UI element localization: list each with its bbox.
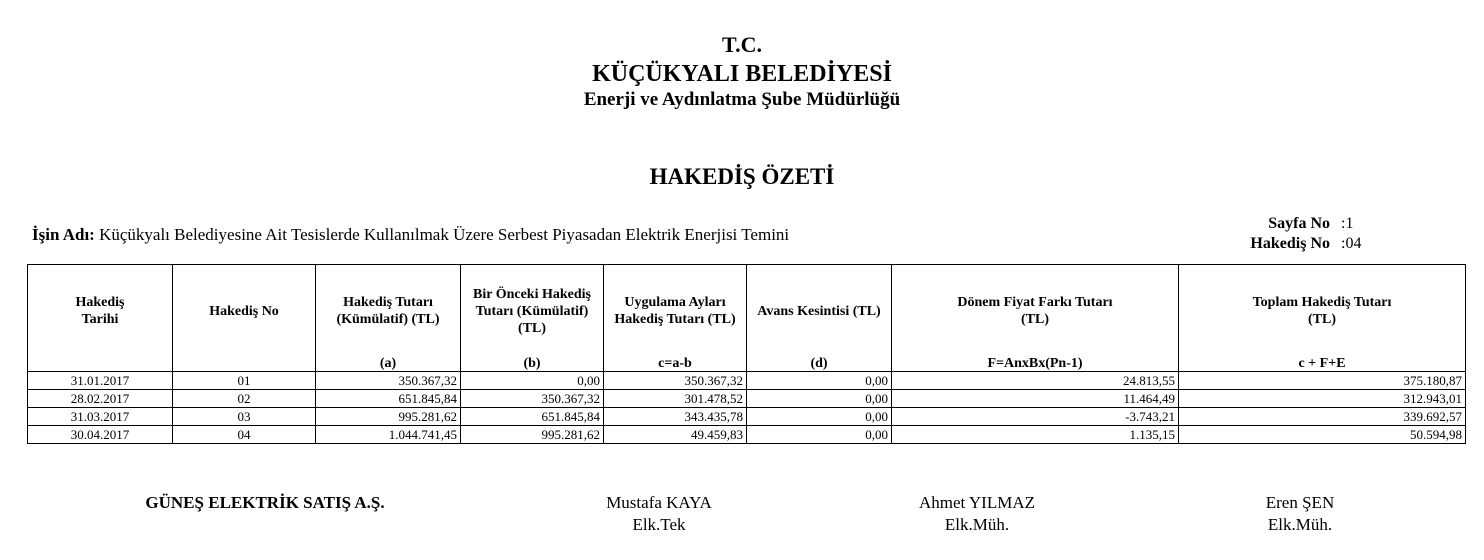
signature-engineer-1-title: Elk.Müh. — [944, 515, 1010, 534]
table-row — [28, 408, 1466, 426]
job-name-value: Küçükyalı Belediyesine Ait Tesislerde Kullanılmak Üzere Serbest Piyasadan Elektrik Enerjisi Temini — [99, 225, 790, 244]
col-header-cumulative-sub: (a) — [379, 356, 397, 371]
cell-period: 343.435,78 — [604, 408, 747, 426]
table-row — [28, 426, 1466, 444]
signature-engineer-2-title: Elk.Müh. — [1267, 515, 1333, 534]
table-row — [28, 372, 1466, 390]
cell-previous: 651.845,84 — [461, 408, 604, 426]
cell-advance: 0,00 — [747, 372, 892, 390]
cell-advance: 0,00 — [747, 426, 892, 444]
col-header-cumulative — [316, 265, 461, 372]
cell-total: 50.594,98 — [1179, 426, 1466, 444]
signature-technician-name: Mustafa KAYA — [606, 493, 712, 512]
cell-date: 28.02.2017 — [28, 390, 173, 408]
cell-cumulative: 350.367,32 — [316, 372, 461, 390]
cell-period: 49.459,83 — [604, 426, 747, 444]
col-header-cumulative-label: Hakediş Tutarı (Kümülatif) (TL) — [336, 295, 440, 327]
cell-previous: 995.281,62 — [461, 426, 604, 444]
col-header-previous — [461, 265, 604, 372]
cell-period: 350.367,32 — [604, 372, 747, 390]
cell-advance: 0,00 — [747, 408, 892, 426]
cell-total: 339.692,57 — [1179, 408, 1466, 426]
job-name — [32, 225, 789, 245]
signature-company-name: GÜNEŞ ELEKTRİK SATIŞ A.Ş. — [145, 493, 385, 512]
col-header-previous-label: Bir Önceki Hakediş Tutarı (Kümülatif) (TL) — [473, 286, 591, 336]
cell-total: 312.943,01 — [1179, 390, 1466, 408]
col-header-price-diff — [892, 265, 1179, 372]
cell-cumulative: 651.845,84 — [316, 390, 461, 408]
signature-technician-title: Elk.Tek — [632, 515, 686, 534]
signature-engineer-2 — [1175, 492, 1425, 536]
signature-engineer-2-name: Eren ŞEN — [1265, 493, 1335, 512]
col-header-date-label: Hakediş Tarihi — [75, 295, 125, 327]
signature-engineer-1 — [852, 492, 1102, 536]
col-header-no — [173, 265, 316, 372]
cell-no: 01 — [173, 372, 316, 390]
cell-cumulative: 995.281,62 — [316, 408, 461, 426]
meta-labels — [1180, 214, 1330, 254]
cell-date: 31.01.2017 — [28, 372, 173, 390]
cell-previous: 0,00 — [461, 372, 604, 390]
signature-engineer-1-name: Ahmet YILMAZ — [919, 493, 1035, 512]
table-header-row — [28, 265, 1466, 372]
cell-period: 301.478,52 — [604, 390, 747, 408]
cell-date: 31.03.2017 — [28, 408, 173, 426]
cell-previous: 350.367,32 — [461, 390, 604, 408]
cell-cumulative: 1.044.741,45 — [316, 426, 461, 444]
header-municipality: KÜÇÜKYALI BELEDİYESİ — [592, 61, 892, 87]
cell-advance: 0,00 — [747, 390, 892, 408]
col-header-price-diff-sub: F=AnxBx(Pn-1) — [987, 356, 1083, 371]
hakedis-summary-table — [27, 264, 1466, 444]
header-line-tc: T.C. — [722, 32, 762, 57]
col-header-period — [604, 265, 747, 372]
hakedis-no-label: Hakediş No — [1250, 235, 1330, 252]
cell-no: 03 — [173, 408, 316, 426]
col-header-advance-label: Avans Kesintisi (TL) — [757, 303, 881, 319]
col-header-total-sub: c + F+E — [1298, 356, 1346, 371]
page-no-label: Sayfa No — [1268, 215, 1330, 232]
col-header-previous-sub: (b) — [523, 356, 541, 371]
cell-price-diff: 1.135,15 — [892, 426, 1179, 444]
cell-no: 02 — [173, 390, 316, 408]
cell-price-diff: 11.464,49 — [892, 390, 1179, 408]
cell-no: 04 — [173, 426, 316, 444]
col-header-no-label: Hakediş No — [209, 303, 279, 319]
col-header-advance-sub: (d) — [810, 356, 828, 371]
col-header-date — [28, 265, 173, 372]
meta-values — [1341, 214, 1361, 254]
col-header-price-diff-label: Dönem Fiyat Farkı Tutarı (TL) — [957, 295, 1113, 327]
col-header-advance — [747, 265, 892, 372]
cell-price-diff: -3.743,21 — [892, 408, 1179, 426]
table-row — [28, 390, 1466, 408]
document-title: HAKEDİŞ ÖZETİ — [649, 164, 835, 189]
job-name-label: İşin Adı: — [32, 225, 95, 244]
cell-date: 30.04.2017 — [28, 426, 173, 444]
cell-total: 375.180,87 — [1179, 372, 1466, 390]
signature-technician — [534, 492, 784, 536]
col-header-total — [1179, 265, 1466, 372]
cell-price-diff: 24.813,55 — [892, 372, 1179, 390]
col-header-period-label: Uygulama Ayları Hakediş Tutarı (TL) — [614, 295, 736, 327]
signature-company — [90, 492, 440, 514]
col-header-period-sub: c=a-b — [658, 356, 692, 371]
hakedis-no-value: :04 — [1341, 235, 1362, 252]
page-no-value: :1 — [1341, 215, 1354, 232]
col-header-total-label: Toplam Hakediş Tutarı (TL) — [1252, 295, 1392, 327]
header-department: Enerji ve Aydınlatma Şube Müdürlüğü — [583, 89, 901, 110]
